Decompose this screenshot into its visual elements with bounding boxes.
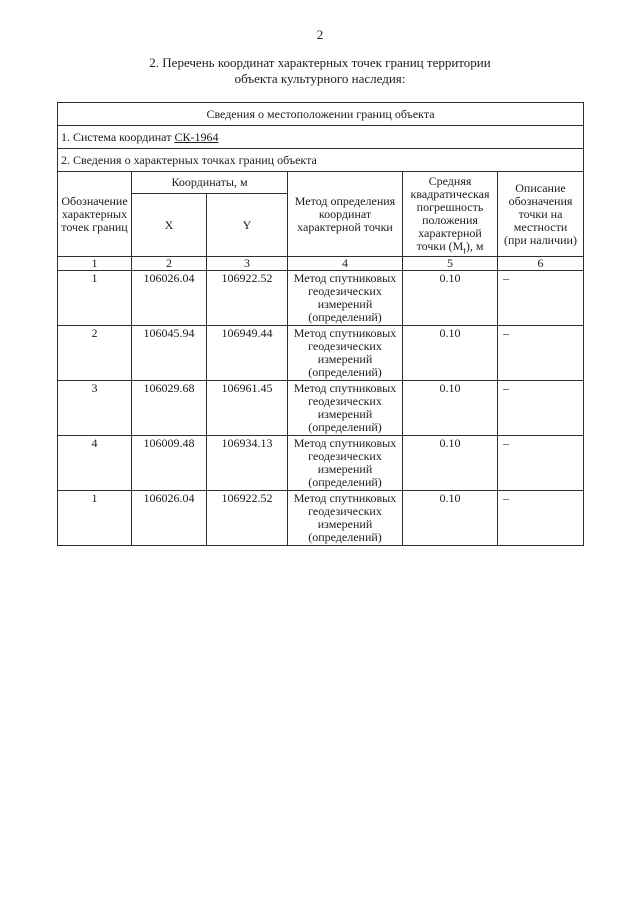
error-cell: 0.10 <box>403 491 498 546</box>
method-cell: Метод спутниковых геодезических измерений (определений) <box>288 436 403 491</box>
document-heading <box>90 55 550 87</box>
method-cell: Метод спутниковых геодезических измерений (определений) <box>288 326 403 381</box>
description-cell: – <box>498 381 584 436</box>
header-error-suffix: ), м <box>465 239 484 253</box>
x-cell: 106009.48 <box>132 436 207 491</box>
column-number-6: 6 <box>498 257 584 271</box>
column-number-1: 1 <box>58 257 132 271</box>
column-number-4: 4 <box>288 257 403 271</box>
x-cell: 106029.68 <box>132 381 207 436</box>
heading-line-1: 2. Перечень координат характерных точек границ территории <box>149 55 491 70</box>
header-row-top <box>58 172 584 194</box>
point-cell: 3 <box>58 381 132 436</box>
coord-system-label: 1. Система координат <box>61 129 175 144</box>
header-error-subscript: t <box>463 245 466 256</box>
table-row <box>58 436 584 491</box>
y-cell: 106922.52 <box>207 491 288 546</box>
header-error-text: Средняя квадратическая погрешность положения характерной точки (М <box>410 174 490 253</box>
header-method: Метод определения координат характерной точки <box>288 172 403 257</box>
table-caption-row <box>58 103 584 126</box>
description-cell: – <box>498 326 584 381</box>
heading-line-2: объекта культурного наследия: <box>234 71 406 86</box>
y-cell: 106949.44 <box>207 326 288 381</box>
point-cell: 1 <box>58 491 132 546</box>
point-cell: 4 <box>58 436 132 491</box>
y-cell: 106922.52 <box>207 271 288 326</box>
header-error <box>403 172 498 257</box>
column-number-3: 3 <box>207 257 288 271</box>
x-cell: 106026.04 <box>132 271 207 326</box>
error-cell: 0.10 <box>403 381 498 436</box>
table-row <box>58 491 584 546</box>
points-section-cell: 2. Сведения о характерных точках границ объекта <box>58 149 584 172</box>
table-row <box>58 271 584 326</box>
x-cell: 106026.04 <box>132 491 207 546</box>
error-cell: 0.10 <box>403 436 498 491</box>
description-cell: – <box>498 491 584 546</box>
point-cell: 1 <box>58 271 132 326</box>
error-cell: 0.10 <box>403 326 498 381</box>
y-cell: 106961.45 <box>207 381 288 436</box>
page-number: 2 <box>316 27 324 42</box>
coordinates-table <box>57 102 584 546</box>
method-cell: Метод спутниковых геодезических измерений (определений) <box>288 271 403 326</box>
header-y: Y <box>207 194 288 257</box>
y-cell: 106934.13 <box>207 436 288 491</box>
point-cell: 2 <box>58 326 132 381</box>
x-cell: 106045.94 <box>132 326 207 381</box>
header-coordinates-group: Координаты, м <box>132 172 288 194</box>
coord-system-row <box>58 126 584 149</box>
description-cell: – <box>498 436 584 491</box>
column-number-5: 5 <box>403 257 498 271</box>
header-designation: Обозначение характерных точек границ <box>58 172 132 257</box>
error-cell: 0.10 <box>403 271 498 326</box>
column-numbers-row <box>58 257 584 271</box>
header-description: Описание обозначения точки на местности (при наличии) <box>498 172 584 257</box>
coord-system-value: СК-1964 <box>174 129 219 144</box>
header-x: X <box>132 194 207 257</box>
method-cell: Метод спутниковых геодезических измерений (определений) <box>288 491 403 546</box>
description-cell: – <box>498 271 584 326</box>
table-caption: Сведения о местоположении границ объекта <box>58 103 584 126</box>
column-number-2: 2 <box>132 257 207 271</box>
coord-system-cell <box>58 126 584 149</box>
points-section-row <box>58 149 584 172</box>
table-row <box>58 326 584 381</box>
method-cell: Метод спутниковых геодезических измерений (определений) <box>288 381 403 436</box>
table-row <box>58 381 584 436</box>
